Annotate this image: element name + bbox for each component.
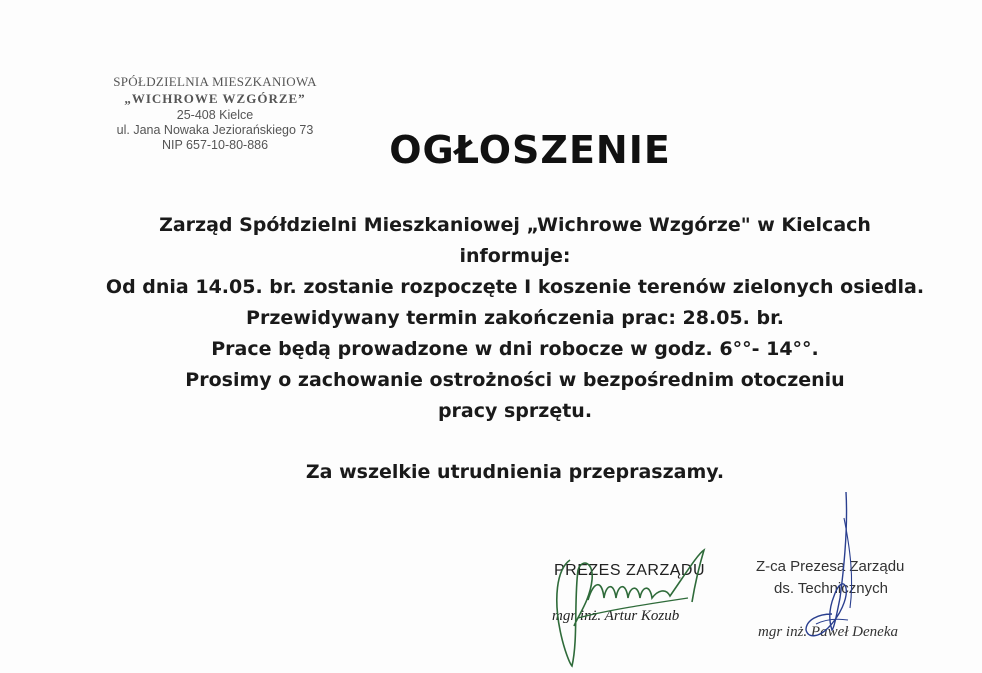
body-line-end-date: Przewidywany termin zakończenia prac: 28.05. br.: [246, 307, 784, 329]
stamp-org-type: SPÓŁDZIELNIA MIESZKANIOWA: [113, 74, 317, 89]
body-line-equipment: pracy sprzętu.: [437, 400, 593, 422]
body-line-informs: informuje:: [459, 245, 571, 267]
vice-role-line1: Z-ca Prezesa Zarządu: [756, 558, 905, 575]
body-line-start-date: Od dnia 14.05. br. zostanie rozpoczęte I koszenie terenów zielonych osiedla.: [105, 276, 925, 298]
president-handwritten-signature: [548, 540, 728, 670]
vice-role-line2: ds. Technicznych: [774, 580, 888, 597]
stamp-nip: NIP 657-10-80-886: [161, 138, 269, 152]
body-closing-apology: Za wszelkie utrudnienia przepraszamy.: [305, 461, 725, 483]
stamp-street: ul. Jana Nowaka Jeziorańskiego 73: [116, 123, 314, 137]
president-name: mgr inż. Artur Kozub: [552, 608, 680, 624]
body-line-hours: Prace będą prowadzone w dni robocze w godz. 6°°- 14°°.: [211, 338, 819, 360]
stamp-postal-code: 25-408 Kielce: [176, 108, 254, 122]
stamp-org-name: „WICHROWE WZGÓRZE”: [124, 91, 306, 106]
announcement-body: [0, 210, 982, 488]
body-line-caution: Prosimy o zachowanie ostrożności w bezpośrednim otoczeniu: [185, 369, 845, 391]
page-title: OGŁOSZENIE: [389, 128, 671, 172]
vice-name: mgr inż. Paweł Deneka: [758, 624, 898, 640]
president-role: PREZES ZARZĄDU: [554, 562, 706, 579]
body-line-board: Zarząd Spółdzielni Mieszkaniowej „Wichrowe Wzgórze" w Kielcach: [159, 214, 871, 236]
spacer: [0, 427, 982, 457]
